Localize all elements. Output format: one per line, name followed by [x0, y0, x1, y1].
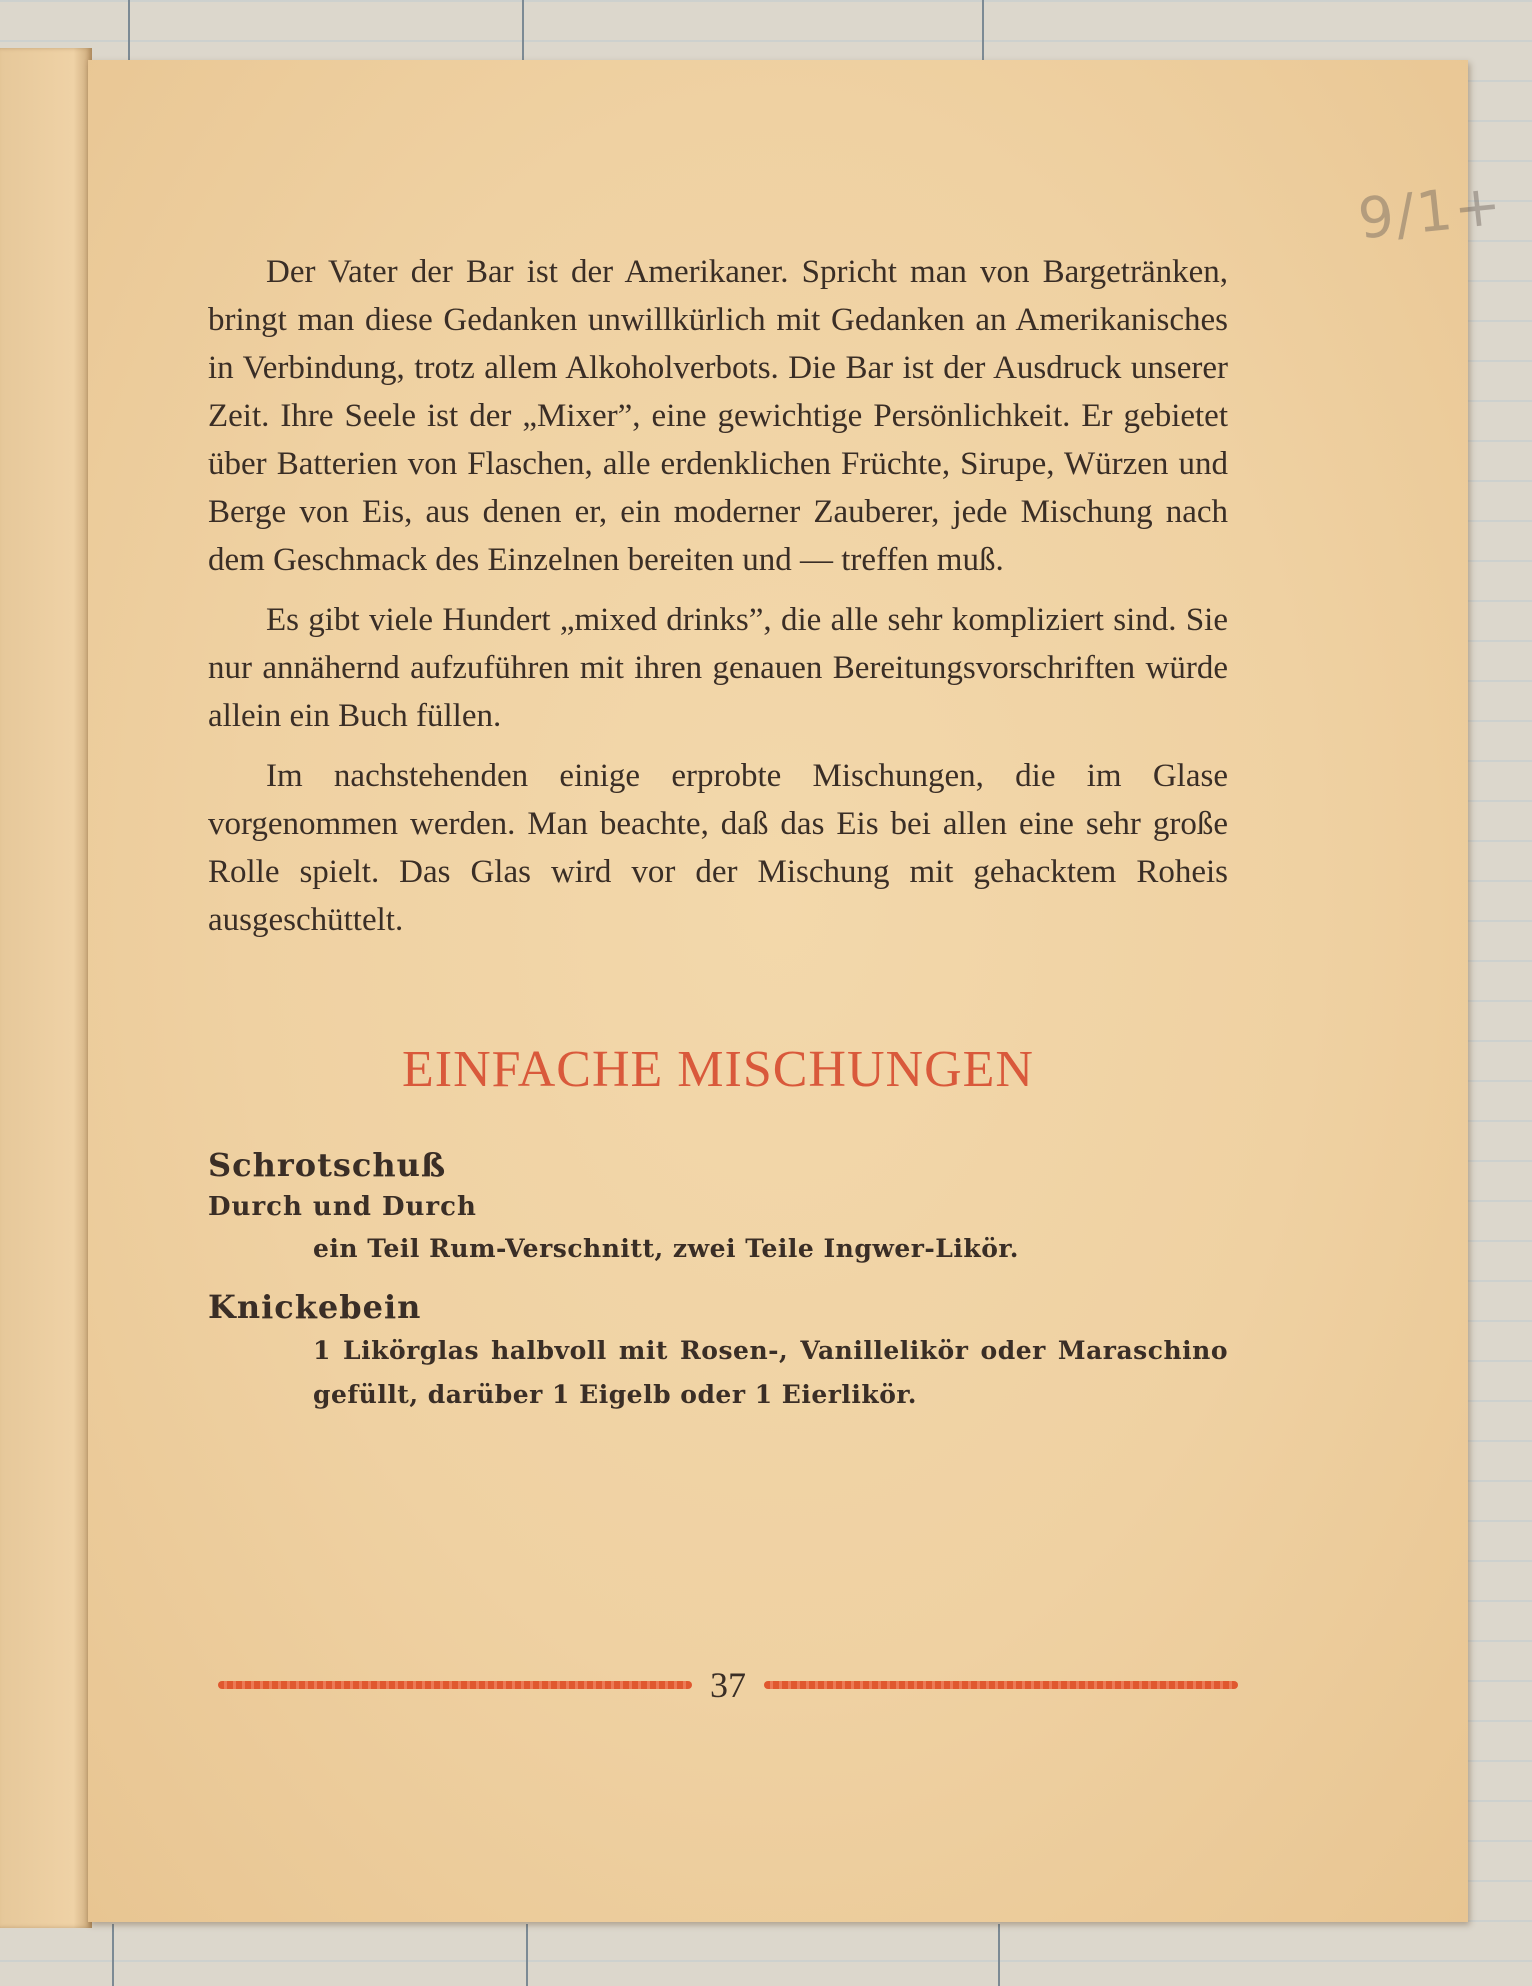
recipe-title: Schrotschuß: [208, 1146, 447, 1184]
recipe-entry: [208, 1143, 1228, 1271]
recipe-entry: [208, 1285, 1228, 1417]
graph-paper-line: [112, 1924, 114, 1986]
recipe-text: ein Teil Rum-Verschnitt, zwei Teile Ingwer-Likör.: [313, 1234, 1019, 1263]
graph-paper-line: [998, 1924, 1000, 1986]
graph-paper-line: [526, 1924, 528, 1986]
page-footer: [218, 1660, 1238, 1710]
recipe-subtitle: Durch und Durch: [208, 1192, 477, 1222]
decorative-rule-right: [764, 1681, 1238, 1689]
body-paragraph: Es gibt viele Hundert „mixed drinks”, die alle sehr kompliziert sind. Sie nur annähernd aufzuführen mit ihren genauen Bereitungsvorschriften würde allein ein Buch füllen.: [208, 602, 1228, 734]
body-paragraph: Der Vater der Bar ist der Amerikaner. Spricht man von Bargetränken, bringt man diese Gedanken unwillkürlich mit Gedanken an Amerikanisches in Verbindung, trotz allem Alkoholverbots. Die Bar ist der Ausdruck unserer Zeit. Ihre Seele ist der „Mixer”, eine gewichtige Persönlichkeit. Er gebietet über Batterien von Flaschen, alle erdenklichen Früchte, Sirupe, Würzen und Berge von Eis, aus denen er, ein moderner Zauberer, jede Mischung nach dem Geschmack des Einzelnen bereiten und — treffen muß.: [208, 254, 1228, 578]
page-number: 37: [710, 1665, 746, 1705]
booklet-page: [88, 60, 1507, 1922]
graph-paper-line: [982, 0, 984, 64]
recipe-text: 1 Likörglas halbvoll mit Rosen-, Vanillelikör oder Maraschino gefüllt, darüber 1 Eigelb oder 1 Eierlikör.: [313, 1336, 1228, 1409]
section-heading: EINFACHE MISCHUNGEN: [402, 1041, 1034, 1098]
graph-paper-line: [128, 0, 130, 60]
graph-paper-line: [522, 0, 524, 62]
recipe-title: Knickebein: [208, 1288, 422, 1326]
page-content: [208, 248, 1228, 1431]
facing-page-edge: [0, 48, 92, 1928]
decorative-rule-left: [218, 1681, 692, 1689]
archive-pencil-mark: 9/1+: [1355, 172, 1507, 253]
body-paragraph: Im nachstehenden einige erprobte Mischungen, die im Glase vorgenommen werden. Man beachte, daß das Eis bei allen eine sehr große Rolle spielt. Das Glas wird vor der Mischung mit gehacktem Roheis ausgeschüttelt.: [208, 758, 1228, 938]
